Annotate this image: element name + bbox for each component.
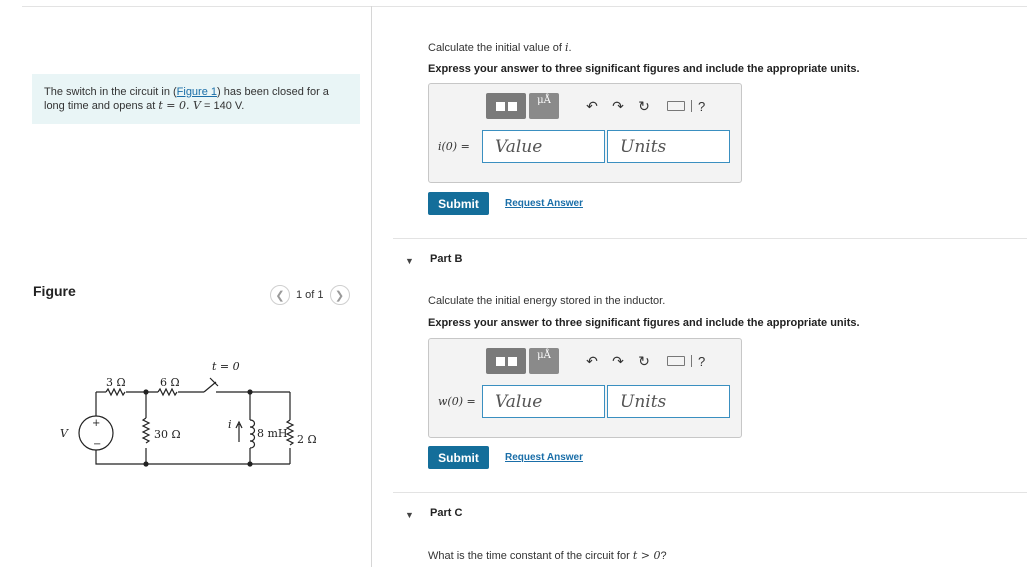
part-a-submit-button[interactable]: Submit <box>428 192 489 215</box>
problem-text-mid: ) has been closed for a long time and opens at <box>44 86 329 112</box>
part-b-request-answer-link[interactable]: Request Answer <box>505 452 583 463</box>
node <box>248 390 252 394</box>
problem-text-start: The switch in the circuit in ( <box>44 86 177 98</box>
problem-t-eq: t = 0 <box>158 99 186 112</box>
part-a-label: i(0) = <box>438 140 470 153</box>
label-switch-time: t = 0 <box>212 360 240 373</box>
part-b-input-row <box>438 385 732 418</box>
node <box>144 462 148 466</box>
part-b-header[interactable] <box>393 238 1027 284</box>
part-b-title: Part B <box>430 253 463 265</box>
part-b-answer-box <box>428 338 742 438</box>
caret-down-icon: ▼ <box>405 510 414 520</box>
problem-statement <box>32 74 360 124</box>
undo-icon[interactable]: ↶ <box>586 352 598 369</box>
inductor <box>250 420 255 448</box>
part-a-question-var: i <box>564 41 569 54</box>
redo-icon[interactable]: ↷ <box>612 97 624 114</box>
label-minus: − <box>93 439 102 450</box>
part-b-instruction: Express your answer to three significant figures and include the appropriate units. <box>428 317 860 329</box>
node <box>144 390 148 394</box>
part-a-units-input[interactable]: Units <box>607 130 730 163</box>
toolbar-separator <box>691 355 692 367</box>
label-2-ohm: 2 Ω <box>297 433 317 446</box>
resistor-6-ohm <box>158 389 177 395</box>
templates-icon[interactable] <box>486 93 526 119</box>
resistor-30-ohm <box>143 418 149 443</box>
part-c-question-suffix: ? <box>660 550 667 562</box>
reset-icon[interactable]: ↻ <box>638 352 650 369</box>
pager-count: 1 of 1 <box>296 289 324 301</box>
label-6-ohm: 6 Ω <box>160 376 180 389</box>
units-icon[interactable]: μÅ <box>529 348 559 374</box>
part-a-question <box>428 41 572 54</box>
switch <box>204 378 218 392</box>
undo-icon[interactable]: ↶ <box>586 97 598 114</box>
part-a-instruction: Express your answer to three significant figures and include the appropriate units. <box>428 63 860 75</box>
current-arrow <box>236 422 242 442</box>
keyboard-icon[interactable] <box>667 101 685 111</box>
templates-icon[interactable] <box>486 348 526 374</box>
problem-v-sep: . V <box>186 99 201 112</box>
column-divider <box>371 6 372 567</box>
chevron-right-icon[interactable]: ❯ <box>330 285 350 305</box>
circuit-diagram <box>58 356 348 476</box>
top-divider <box>22 6 1027 7</box>
units-icon[interactable]: μÅ <box>529 93 559 119</box>
figure-pager <box>270 285 350 305</box>
part-a-answer-box <box>428 83 742 183</box>
label-3-ohm: 3 Ω <box>106 376 126 389</box>
figure-title: Figure <box>33 283 76 299</box>
label-8mh: 8 mH <box>257 427 288 440</box>
part-c-question-text: What is the time constant of the circuit for <box>428 550 633 562</box>
label-30-ohm: 30 Ω <box>154 428 181 441</box>
part-c-header[interactable] <box>393 492 1027 538</box>
redo-icon[interactable]: ↷ <box>612 352 624 369</box>
part-a-question-suffix: . <box>568 42 572 54</box>
resistor-2-ohm <box>287 420 293 445</box>
part-b-toolbar <box>486 348 705 374</box>
resistor-3-ohm <box>106 389 125 395</box>
label-current-i: i <box>228 418 232 431</box>
part-a-request-answer-link[interactable]: Request Answer <box>505 198 583 209</box>
part-c-question <box>428 549 667 562</box>
keyboard-icon[interactable] <box>667 356 685 366</box>
caret-down-icon: ▼ <box>405 256 414 266</box>
help-icon[interactable]: ? <box>698 353 706 369</box>
figure-link[interactable]: Figure 1 <box>176 86 218 98</box>
chevron-left-icon[interactable]: ❮ <box>270 285 290 305</box>
toolbar-separator <box>691 100 692 112</box>
part-b-question: Calculate the initial energy stored in the inductor. <box>428 295 666 307</box>
label-source-v: V <box>60 427 68 440</box>
part-a-toolbar <box>486 93 705 119</box>
problem-v-value: = 140 V. <box>200 100 245 112</box>
part-c-title: Part C <box>430 507 463 519</box>
label-plus: + <box>92 418 101 429</box>
part-b-submit-button[interactable]: Submit <box>428 446 489 469</box>
help-icon[interactable]: ? <box>698 98 706 114</box>
node <box>248 462 252 466</box>
part-b-label: w(0) = <box>438 395 476 408</box>
part-a-value-input[interactable]: Value <box>482 130 605 163</box>
part-b-value-input[interactable]: Value <box>482 385 605 418</box>
reset-icon[interactable]: ↻ <box>638 97 650 114</box>
part-a-question-text: Calculate the initial value of <box>428 42 565 54</box>
part-a-input-row <box>438 130 732 163</box>
part-b-units-input[interactable]: Units <box>607 385 730 418</box>
part-c-question-math: t > 0 <box>632 549 661 562</box>
